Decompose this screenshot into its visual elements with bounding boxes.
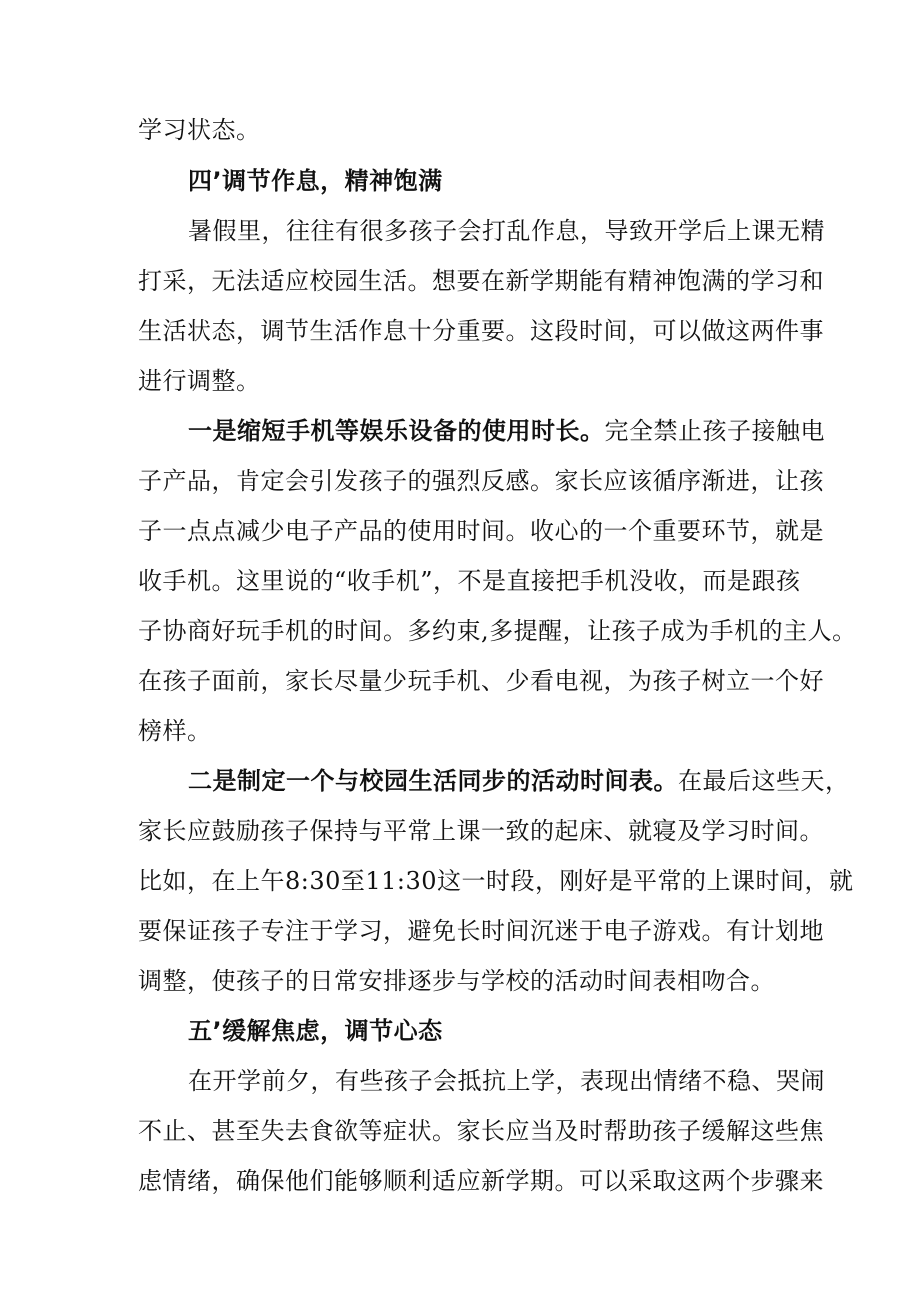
section-heading-4: 四’调节作息，精神饱满 — [188, 167, 443, 195]
paragraph-line: 不止、甚至失去食欲等症状。家长应当及时帮助孩子缓解这些焦 — [138, 1117, 824, 1145]
paragraph-line: 在开学前夕，有些孩子会抵抗上学，表现出情绪不稳、哭闹 — [188, 1067, 825, 1095]
paragraph-line: 生活状态，调节生活作息十分重要。这段时间，可以做这两件事 — [138, 317, 824, 345]
paragraph-line-with-lead — [188, 763, 850, 799]
paragraph-line: 虑情绪，确保他们能够顺利适应新学期。可以采取这两个步骤来 — [138, 1167, 824, 1195]
paragraph-line: 比如，在上午8:30至11:30这一时段，刚好是平常的上课时间，就 — [138, 867, 854, 895]
paragraph-line: 暑假里，往往有很多孩子会打乱作息，导致开学后上课无精 — [188, 217, 825, 245]
lead-phrase-2: 二是制定一个与校园生活同步的活动时间表。 — [188, 767, 678, 795]
paragraph-line: 在孩子面前，家长尽量少玩手机、少看电视，为孩子树立一个好 — [138, 667, 824, 695]
paragraph-line: 子产品，肯定会引发孩子的强烈反感。家长应该循序渐进，让孩 — [138, 467, 824, 495]
paragraph-line: 进行调整。 — [138, 367, 261, 395]
paragraph-text: 完全禁止孩子接触电 — [604, 417, 825, 445]
paragraph-line: 子协商好玩手机的时间。多约束,多提醒，让孩子成为手机的主人。 — [138, 617, 857, 645]
section-heading-5: 五’缓解焦虑，调节心态 — [188, 1017, 443, 1045]
paragraph-line: 打采，无法适应校园生活。想要在新学期能有精神饱满的学习和 — [138, 267, 824, 295]
lead-phrase-1: 一是缩短手机等娱乐设备的使用时长。 — [188, 417, 605, 445]
paragraph-line: 家长应鼓励孩子保持与平常上课一致的起床、就寝及学习时间。 — [138, 817, 824, 845]
paragraph-line: 子一点点减少电子产品的使用时间。收心的一个重要环节，就是 — [138, 517, 824, 545]
paragraph-line: 收手机。这里说的“收手机”，不是直接把手机没收，而是跟孩 — [138, 567, 801, 595]
paragraph-line: 学习状态。 — [138, 116, 261, 144]
paragraph-line-with-lead — [188, 413, 825, 449]
paragraph-line: 榜样。 — [138, 717, 212, 745]
paragraph-text: 在最后这些天， — [678, 767, 850, 795]
paragraph-line: 要保证孩子专注于学习，避免长时间沉迷于电子游戏。有计划地 — [138, 917, 824, 945]
paragraph-line: 调整，使孩子的日常安排逐步与学校的活动时间表相吻合。 — [138, 967, 775, 995]
